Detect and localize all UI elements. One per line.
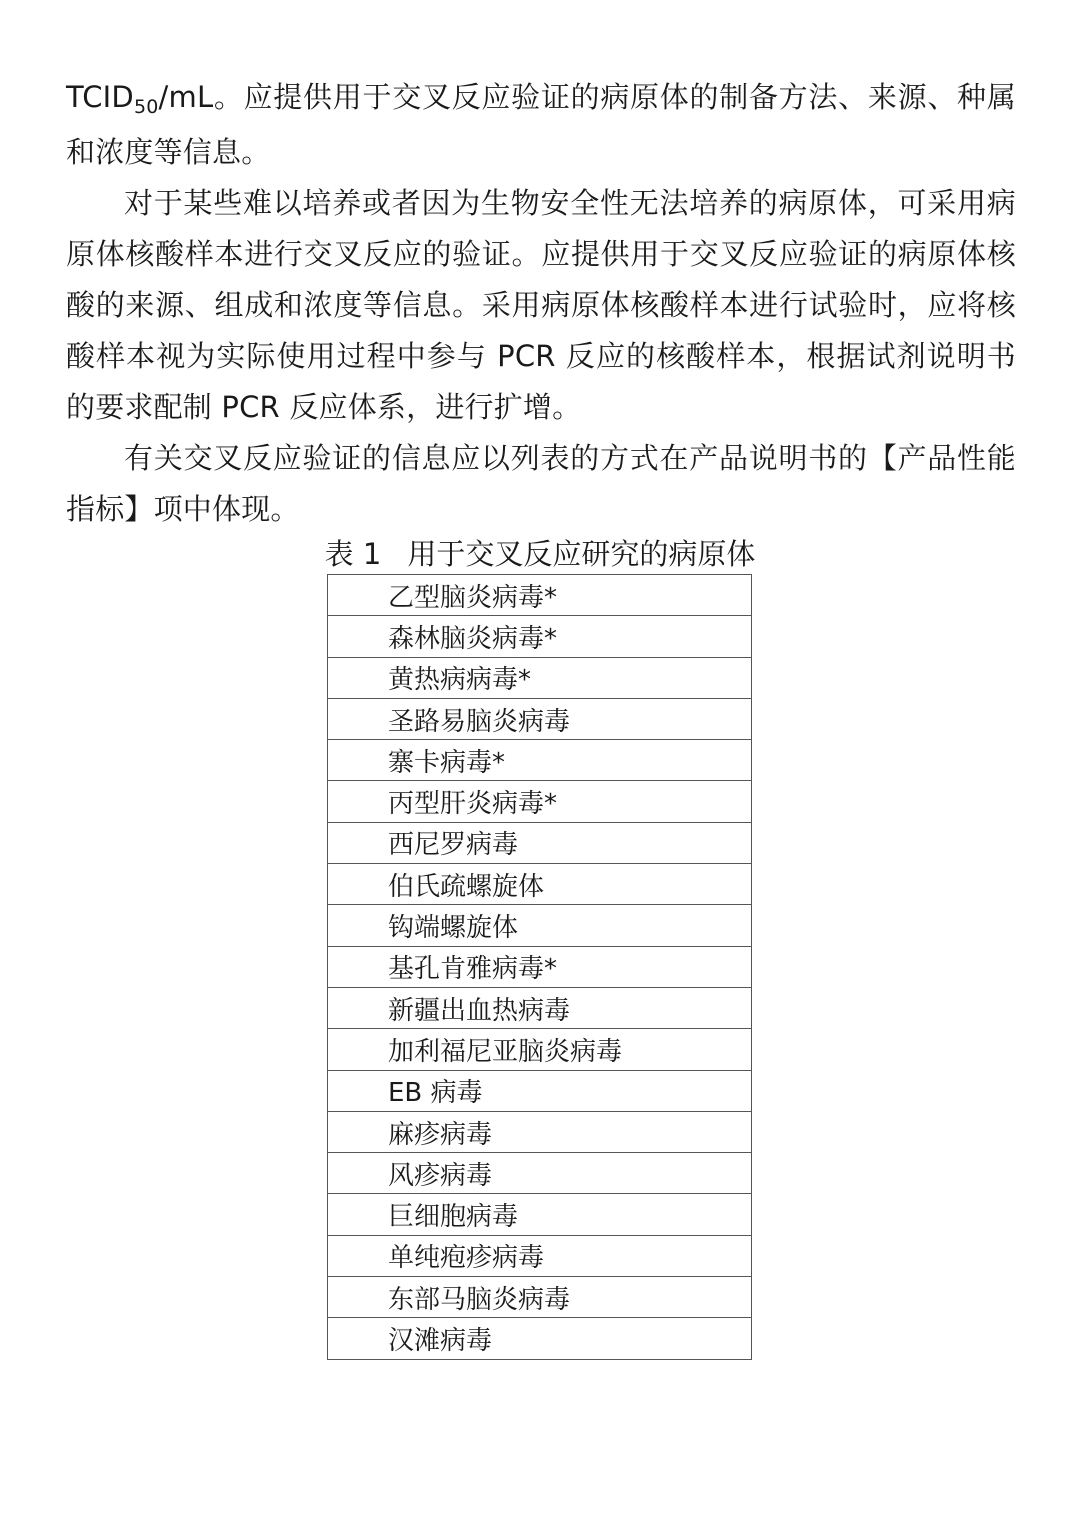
table-row — [328, 1318, 752, 1359]
table-row — [328, 698, 752, 739]
unit-subscript: 50 — [133, 96, 159, 118]
body-text — [66, 72, 1016, 535]
pathogen-name-cell: EB 病毒 — [328, 1070, 752, 1111]
pathogen-name-cell: 汉滩病毒 — [328, 1318, 752, 1359]
pathogen-name-cell: 基孔肯雅病毒* — [328, 946, 752, 987]
pathogen-name-cell: 风疹病毒 — [328, 1153, 752, 1194]
pathogen-name-cell: 西尼罗病毒 — [328, 822, 752, 863]
pathogen-name-cell: 森林脑炎病毒* — [328, 616, 752, 657]
table-row — [328, 1070, 752, 1111]
paragraph-1-text: /mL。应提供用于交叉反应验证的病原体的制备方法、来源、种属和浓度等信息。 — [66, 80, 1016, 169]
table-row — [328, 1111, 752, 1152]
paragraph-1 — [66, 72, 1016, 178]
table-row — [328, 1153, 752, 1194]
table-row — [328, 740, 752, 781]
table-row — [328, 616, 752, 657]
unit-prefix: TCID — [66, 80, 134, 114]
pathogen-name-cell: 黄热病病毒* — [328, 657, 752, 698]
pathogen-name-cell: 钩端螺旋体 — [328, 905, 752, 946]
pathogen-name-cell: 新疆出血热病毒 — [328, 987, 752, 1028]
pathogen-table — [327, 574, 752, 1360]
table-caption-title: 用于交叉反应研究的病原体 — [407, 537, 756, 571]
paragraph-3: 有关交叉反应验证的信息应以列表的方式在产品说明书的【产品性能指标】项中体现。 — [66, 441, 1016, 526]
paragraph-2: 对于某些难以培养或者因为生物安全性无法培养的病原体，可采用病原体核酸样本进行交叉反应的验证。应提供用于交叉反应验证的病原体核酸的来源、组成和浓度等信息。采用病原体核酸样本进行试验时，应将核酸样本视为实际使用过程中参与 PCR 反应的核酸样本，根据试剂说明书的要求配制 PCR 反应体系，进行扩增。 — [66, 186, 1016, 424]
pathogen-name-cell: 加利福尼亚脑炎病毒 — [328, 1029, 752, 1070]
pathogen-name-cell: 巨细胞病毒 — [328, 1194, 752, 1235]
table-row — [328, 575, 752, 616]
table-row — [328, 987, 752, 1028]
pathogen-name-cell: 麻疹病毒 — [328, 1111, 752, 1152]
table-row — [328, 946, 752, 987]
table-row — [328, 1235, 752, 1276]
pathogen-table-body — [328, 575, 752, 1360]
pathogen-name-cell: 单纯疱疹病毒 — [328, 1235, 752, 1276]
table-caption — [0, 532, 1080, 576]
table-row — [328, 781, 752, 822]
table-row — [328, 1029, 752, 1070]
table-row — [328, 1194, 752, 1235]
table-row — [328, 822, 752, 863]
table-row — [328, 905, 752, 946]
table-row — [328, 657, 752, 698]
pathogen-name-cell: 丙型肝炎病毒* — [328, 781, 752, 822]
pathogen-name-cell: 伯氏疏螺旋体 — [328, 864, 752, 905]
table-row — [328, 1277, 752, 1318]
pathogen-name-cell: 寨卡病毒* — [328, 740, 752, 781]
pathogen-name-cell: 圣路易脑炎病毒 — [328, 698, 752, 739]
pathogen-name-cell: 东部马脑炎病毒 — [328, 1277, 752, 1318]
table-caption-number: 表 1 — [324, 537, 382, 571]
pathogen-name-cell: 乙型脑炎病毒* — [328, 575, 752, 616]
table-row — [328, 864, 752, 905]
